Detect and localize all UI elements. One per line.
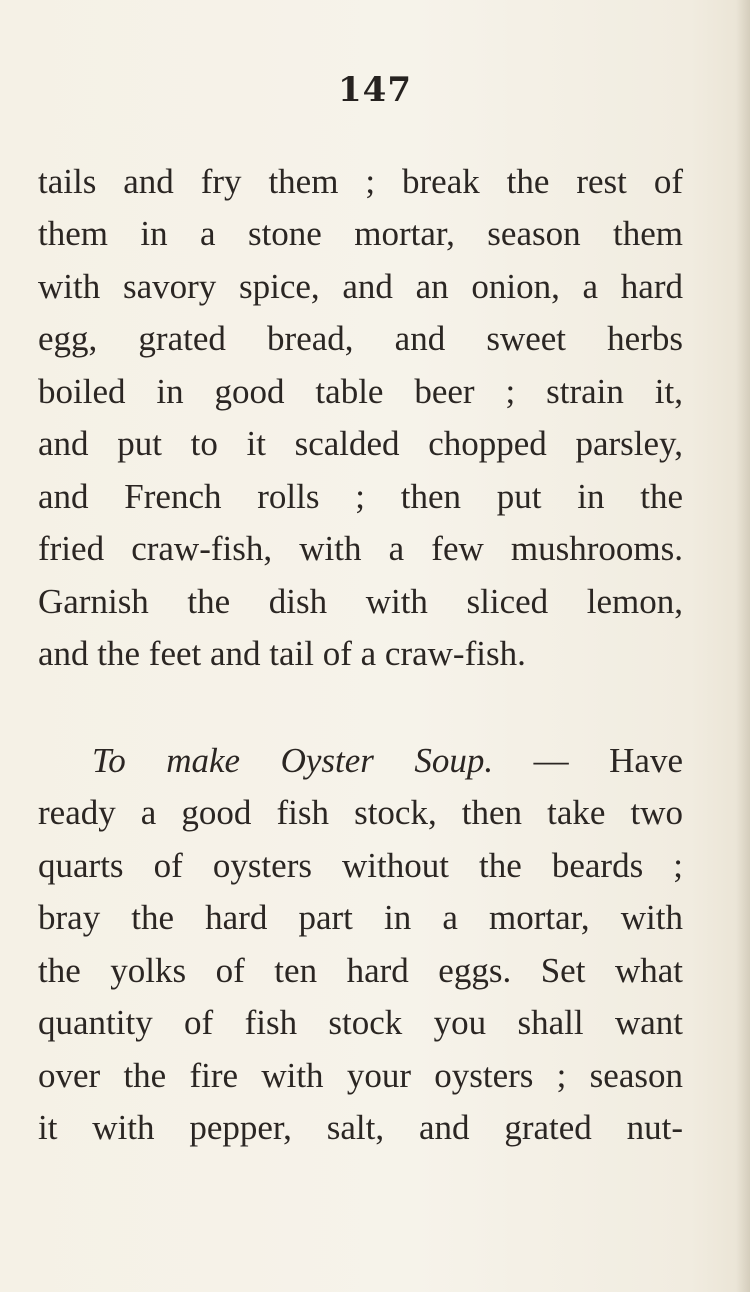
text-line: over the fire with your oysters ; season (38, 1056, 683, 1095)
heading-continuation: — Have (493, 741, 683, 780)
page-edge-shadow (736, 0, 750, 1292)
text-line: quantity of fish stock you shall want (38, 1003, 683, 1042)
recipe-heading-line (92, 735, 683, 787)
text-line: tails and fry them ; break the rest of (38, 162, 683, 201)
text-line: and put to it scalded chopped parsley, (38, 424, 683, 463)
text-line: bray the hard part in a mortar, with (38, 898, 683, 937)
text-line: egg, grated bread, and sweet herbs (38, 319, 683, 358)
text-line: the yolks of ten hard eggs. Set what (38, 951, 683, 990)
text-line: quarts of oysters without the beards ; (38, 846, 683, 885)
text-line: Garnish the dish with sliced lemon, (38, 582, 683, 621)
text-line: them in a stone mortar, season them (38, 214, 683, 253)
text-line: it with pepper, salt, and grated nut- (38, 1108, 683, 1147)
text-line: and the feet and tail of a craw-fish. (38, 634, 526, 673)
recipe-heading: To make Oyster Soup. (92, 741, 494, 780)
text-line: boiled in good table beer ; strain it, (38, 372, 683, 411)
text-line: with savory spice, and an onion, a hard (38, 267, 683, 306)
text-line: and French rolls ; then put in the (38, 477, 683, 516)
text-line: fried craw-fish, with a few mushrooms. (38, 529, 683, 568)
text-line: ready a good fish stock, then take two (38, 793, 683, 832)
page-number: 147 (338, 70, 412, 110)
